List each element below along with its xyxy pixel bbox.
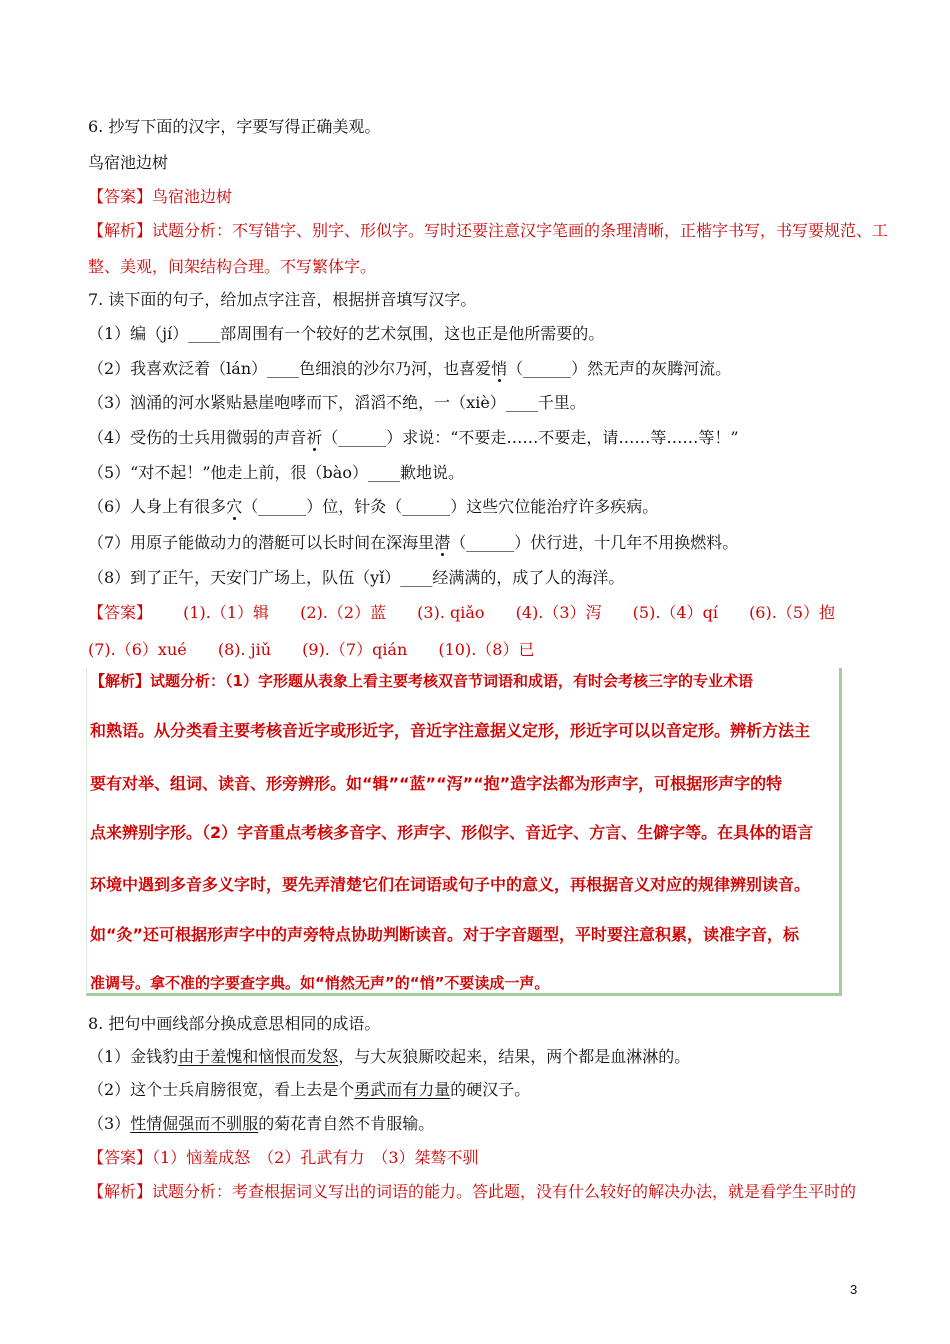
q8-analysis: 【解析】试题分析：考查根据词义写出的词语的能力。答此题，没有什么较好的解决办法，就是看学生平时的 xyxy=(88,1182,857,1201)
q7-answer-line2 xyxy=(88,640,561,660)
q6-question: 6. 抄写下面的汉字，字要写得正确美观。 xyxy=(88,117,381,136)
q7-analysis-line: 要有对举、组词、读音、形旁辨形。如“辑”“蓝”“泻”“抱”造字法都为形声字，可根据形声字的特 xyxy=(90,774,783,793)
q8-item-1 xyxy=(88,1047,690,1067)
q7-answer-item: (1).（1）辑 xyxy=(183,603,270,622)
q7-answer-item: (5).（4）qí xyxy=(632,603,718,622)
q6-analysis-line1: 【解析】试题分析：不写错字、别字、形似字。写时还要注意汉字笔画的条理清晰，正楷字书写，书写要规范、工 xyxy=(88,221,889,240)
q8-item-2-underlined: 勇武而有力量 xyxy=(354,1080,451,1099)
q7-item-6-before: （6）人身上有很多 xyxy=(88,497,227,516)
q7-answer-item: (7).（6）xué xyxy=(88,640,187,659)
q8-item-2 xyxy=(88,1080,530,1100)
q7-item-3-text: （3）汹涌的河水紧贴悬崖咆哮而下，滔滔不绝，一（xiè）____千里。 xyxy=(88,393,586,412)
q7-analysis-line: 和熟语。从分类看主要考核音近字或形近字，音近字注意据义定形，形近字可以以音定形。辨析方法主 xyxy=(90,721,811,740)
q7-item-4 xyxy=(88,428,739,448)
q7-item-7-after: （______）伏行进，十几年不用换燃料。 xyxy=(450,533,739,552)
q7-item-1-text: （1）编（jí）____部周围有一个较好的艺术氛围，这也正是他所需要的。 xyxy=(88,324,605,343)
q8-item-1-suffix: ，与大灰狼厮咬起来，结果，两个都是血淋淋的。 xyxy=(338,1047,691,1066)
q7-answer-item: (4).（3）泻 xyxy=(515,603,602,622)
q7-item-8 xyxy=(88,568,624,588)
q7-answer-label: 【答案】 xyxy=(88,603,153,622)
q8-item-3 xyxy=(88,1114,434,1134)
q7-item-5-text: （5）“对不起！”他走上前，很（bào）____歉地说。 xyxy=(88,463,464,482)
q7-answer-item: (3). qiǎo xyxy=(417,603,485,622)
q7-analysis-line: 【解析】试题分析：（1）字形题从表象上看主要考核双音节词语和成语，有时会考核三字的专业术语 xyxy=(90,672,753,690)
q7-item-3 xyxy=(88,393,586,413)
q7-analysis-line: 准调号。拿不准的字要查字典。如“悄然无声”的“悄”不要读成一声。 xyxy=(90,974,550,992)
q8-item-1-underlined: 由于羞愧和恼恨而发怒 xyxy=(178,1047,339,1066)
q7-answer-item: (6).（5）抱 xyxy=(749,603,835,622)
q6-text: 鸟宿池边树 xyxy=(88,153,169,172)
q7-item-4-after: （______）求说：“不要走……不要走，请……等……等！” xyxy=(322,428,739,447)
q7-question: 7. 读下面的句子，给加点字注音，根据拼音填写汉字。 xyxy=(88,290,477,309)
q8-item-2-prefix: （2）这个士兵肩膀很宽，看上去是个 xyxy=(88,1080,355,1099)
q7-analysis-line: 环境中遇到多音多义字时，要先弄清楚它们在词语或句子中的意义，再根据音义对应的规律辨别读音。 xyxy=(90,875,811,894)
q6-analysis-line2: 整、美观，间架结构合理。不写繁体字。 xyxy=(88,257,377,276)
q7-item-6 xyxy=(88,497,658,517)
q6-answer: 【答案】鸟宿池边树 xyxy=(88,187,233,206)
q8-item-3-suffix: 的菊花青自然不肯服输。 xyxy=(258,1114,435,1133)
page-number: 3 xyxy=(850,1282,858,1297)
q7-answer-item: (10).（8）已 xyxy=(438,640,535,659)
q7-item-1 xyxy=(88,324,604,344)
q8-item-2-suffix: 的硬汉子。 xyxy=(450,1080,531,1099)
q7-item-2-after: （______）然无声的灰腾河流。 xyxy=(507,359,732,378)
q7-item-6-dotted-char: 穴 xyxy=(226,497,243,516)
q7-item-7 xyxy=(88,533,738,553)
q7-item-8-text: （8）到了正午，天安门广场上，队伍（yǐ）____经满满的，成了人的海洋。 xyxy=(88,568,625,587)
q7-item-7-dotted-char: 潜 xyxy=(434,533,451,552)
q7-analysis-line: 如“灸”还可根据形声字中的声旁特点协助判断读音。对于字音题型，平时要注意积累，读准字音，标 xyxy=(90,925,800,944)
q7-analysis-line: 点来辨别字形。（2）字音重点考核多音字、形声字、形似字、音近字、方言、生僻字等。在具体的语言 xyxy=(90,823,814,842)
q8-answer: 【答案】（1）恼羞成怒 （2）孔武有力 （3）桀骜不驯 xyxy=(88,1148,479,1167)
q7-item-5 xyxy=(88,463,464,483)
q7-item-4-before: （4）受伤的士兵用微弱的声音 xyxy=(88,428,307,447)
q7-item-2-before: （2）我喜欢泛着（lán）____色细浪的沙尔乃河，也喜爱 xyxy=(88,359,492,378)
q7-item-7-before: （7）用原子能做动力的潜艇可以长时间在深海里 xyxy=(88,533,435,552)
q7-answer-item: (2).（2）蓝 xyxy=(300,603,387,622)
q7-answer-item: (8). jiǔ xyxy=(217,640,272,659)
q8-item-1-prefix: （1）金钱豹 xyxy=(88,1047,179,1066)
q7-answer-item: (9).（7）qián xyxy=(302,640,408,659)
q7-answer-line1 xyxy=(88,603,835,623)
q7-item-2 xyxy=(88,359,731,379)
q7-item-2-dotted-char: 悄 xyxy=(491,359,508,378)
q8-question: 8. 把句中画线部分换成意思相同的成语。 xyxy=(88,1014,381,1033)
q7-item-4-dotted-char: 祈 xyxy=(306,428,323,447)
q7-analysis-box xyxy=(86,668,842,996)
q8-item-3-underlined: 性情倔强而不驯服 xyxy=(130,1114,259,1133)
q8-item-3-prefix: （3） xyxy=(88,1114,131,1133)
q7-item-6-after: （______）位，针灸（______）这些穴位能治疗许多疾病。 xyxy=(242,497,659,516)
